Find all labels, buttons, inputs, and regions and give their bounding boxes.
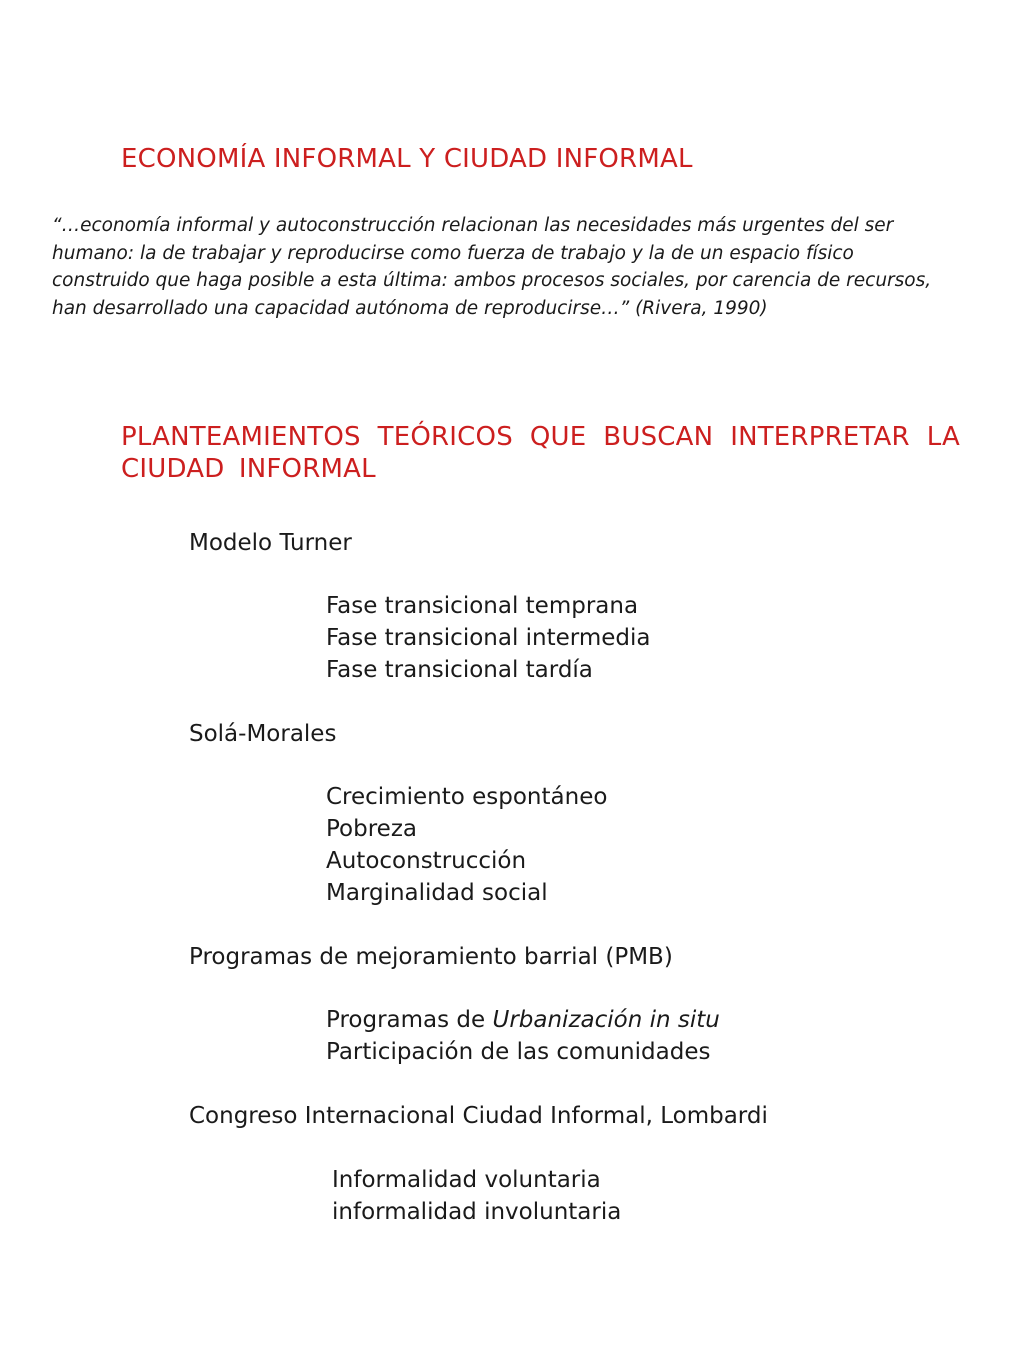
list-item: Marginalidad social [326,880,548,906]
section-title-pmb: Programas de mejoramiento barrial (PMB) [189,944,673,970]
list-item-emphasis: Urbanización in situ [492,1007,720,1033]
list-item: Fase transicional temprana [326,593,639,619]
section-heading: PLANTEAMIENTOS TEÓRICOS QUE BUSCAN INTERPRETAR LA CIUDAD INFORMAL [121,422,960,484]
list-item [326,1004,720,1036]
section-title-modelo-turner: Modelo Turner [189,530,352,556]
quote-citation: (Rivera, 1990) [635,297,768,319]
list-item: Fase transicional tardía [326,657,593,683]
list-item: Informalidad voluntaria [332,1167,601,1193]
section-title-lombardi: Congreso Internacional Ciudad Informal, Lombardi [189,1103,768,1129]
quote-block [52,212,957,322]
list-item-prefix: Programas de [326,1007,493,1033]
list-item: Fase transicional intermedia [326,625,651,651]
list-item: Participación de las comunidades [326,1039,711,1065]
list-item: Pobreza [326,816,417,842]
quote-text: “…economía informal y autoconstrucción relacionan las necesidades más urgentes del ser humano: la de trabajar y reproducirse como fuerza de trabajo y la de un espacio físico construido que haga posible a esta última: ambos procesos sociales, por carencia de recursos, han desarrollado una capacidad autónoma de reproducirse…” [52,215,932,319]
list-item: Crecimiento espontáneo [326,784,608,810]
list-item: Autoconstrucción [326,848,527,874]
page-title: ECONOMÍA INFORMAL Y CIUDAD INFORMAL [121,144,693,174]
list-item: informalidad involuntaria [332,1199,622,1225]
section-title-sola-morales: Solá-Morales [189,721,337,747]
